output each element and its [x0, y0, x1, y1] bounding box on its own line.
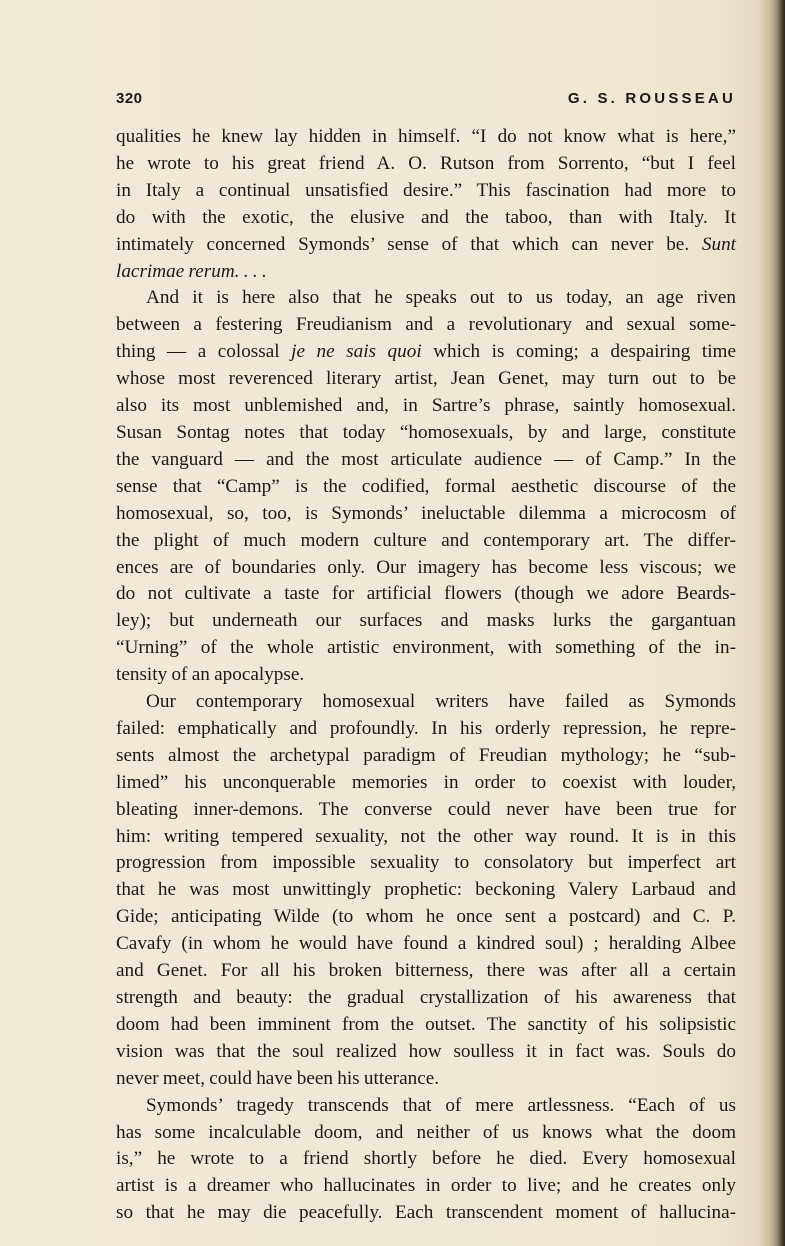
text-line: he wrote to his great friend A. O. Rutson from Sorrento, “but I feel [116, 152, 736, 174]
text-line: him: writing tempered sexuality, not the other way round. It is in this [116, 825, 736, 847]
text-line: artist is a dreamer who hallucinates in order to live; and he creates only [116, 1175, 736, 1197]
text-line: whose most reverenced literary artist, Jean Genet, may turn out to be [116, 368, 736, 390]
text-line [116, 232, 736, 259]
italic-phrase: lacrimae rerum. . . . [116, 260, 267, 282]
paragraph [116, 1093, 736, 1228]
text-line: qualities he knew lay hidden in himself. “I do not know what is here,” [116, 126, 736, 147]
text-segment: intimately concerned Symonds’ sense of that which can never be. [116, 233, 702, 255]
body-text [116, 124, 736, 1227]
text-line: ences are of boundaries only. Our imagery has become less viscous; we [116, 556, 736, 578]
text-line: also its most unblemished and, in Sartre’s phrase, saintly homosexual. [116, 395, 736, 417]
paragraph [116, 285, 736, 689]
text-line: is,” he wrote to a friend shortly before he died. Every homosexual [116, 1148, 736, 1170]
text-line: do with the exotic, the elusive and the taboo, than with Italy. It [116, 206, 736, 228]
paragraph [116, 689, 736, 1093]
text-line: that he was most unwittingly prophetic: beckoning Valery Larbaud and [116, 879, 736, 901]
text-line [116, 259, 736, 286]
italic-phrase: Sunt [701, 233, 736, 255]
text-line: never meet, could have been his utterance. [116, 1067, 440, 1089]
text-line: And it is here also that he speaks out to us today, an age riven [146, 287, 736, 309]
text-line: bleating inner-demons. The converse could never have been true for [116, 798, 736, 820]
text-line: “Urning” of the whole artistic environment, with something of the in- [116, 637, 736, 659]
text-line: Cavafy (in whom he would have found a kindred soul) ; heralding Albee [116, 933, 736, 955]
text-line: sense that “Camp” is the codified, formal aesthetic discourse of the [116, 475, 736, 497]
text-line: Susan Sontag notes that today “homosexuals, by and large, constitute [116, 421, 736, 443]
text-line: Gide; anticipating Wilde (to whom he once sent a postcard) and C. P. [116, 906, 736, 928]
text-line: limed” his unconquerable memories in order to coexist with louder, [116, 771, 736, 793]
running-head-author: G. S. ROUSSEAU [567, 90, 736, 107]
text-line: doom had been imminent from the outset. The sanctity of his solipsistic [116, 1013, 736, 1035]
text-line: in Italy a continual unsatisfied desire.” This fascination had more to [116, 179, 736, 201]
running-head [116, 90, 736, 112]
text-line [116, 339, 736, 366]
text-line: sents almost the archetypal paradigm of Freudian mythology; he “sub- [116, 744, 736, 766]
text-line: and Genet. For all his broken bitterness, there was after all a certain [116, 960, 736, 982]
text-line: homosexual, so, too, is Symonds’ ineluctable dilemma a microcosm of [116, 502, 736, 524]
text-line: Our contemporary homosexual writers have failed as Symonds [146, 691, 736, 713]
text-segment: which is coming; a despairing time [421, 341, 736, 363]
text-line: so that he may die peacefully. Each transcendent moment of hallucina- [116, 1202, 736, 1224]
text-line: ley); but underneath our surfaces and masks lurks the gargantuan [116, 610, 736, 632]
text-line: Symonds’ tragedy transcends that of mere artlessness. “Each of us [146, 1094, 736, 1116]
text-line: vision was that the soul realized how soulless it in fact was. Souls do [116, 1040, 736, 1062]
italic-phrase: je ne sais quoi [291, 341, 422, 363]
text-segment: thing — a colossal [116, 341, 292, 363]
text-line: between a festering Freudianism and a revolutionary and sexual some- [116, 314, 736, 336]
text-line: tensity of an apocalypse. [116, 664, 305, 686]
text-line: the vanguard — and the most articulate audience — of Camp.” In the [116, 448, 736, 470]
paragraph [116, 124, 736, 285]
book-gutter-shadow [759, 0, 785, 1246]
text-line: has some incalculable doom, and neither of us knows what the doom [116, 1121, 736, 1143]
text-line: do not cultivate a taste for artificial flowers (though we adore Beards- [116, 583, 736, 605]
page-number: 320 [116, 90, 143, 107]
text-line: the plight of much modern culture and contemporary art. The differ- [116, 529, 736, 551]
text-line: strength and beauty: the gradual crystallization of his awareness that [116, 987, 736, 1008]
text-line: progression from impossible sexuality to consolatory but imperfect art [116, 852, 736, 874]
text-line: failed: emphatically and profoundly. In his orderly repression, he repre- [116, 717, 736, 739]
